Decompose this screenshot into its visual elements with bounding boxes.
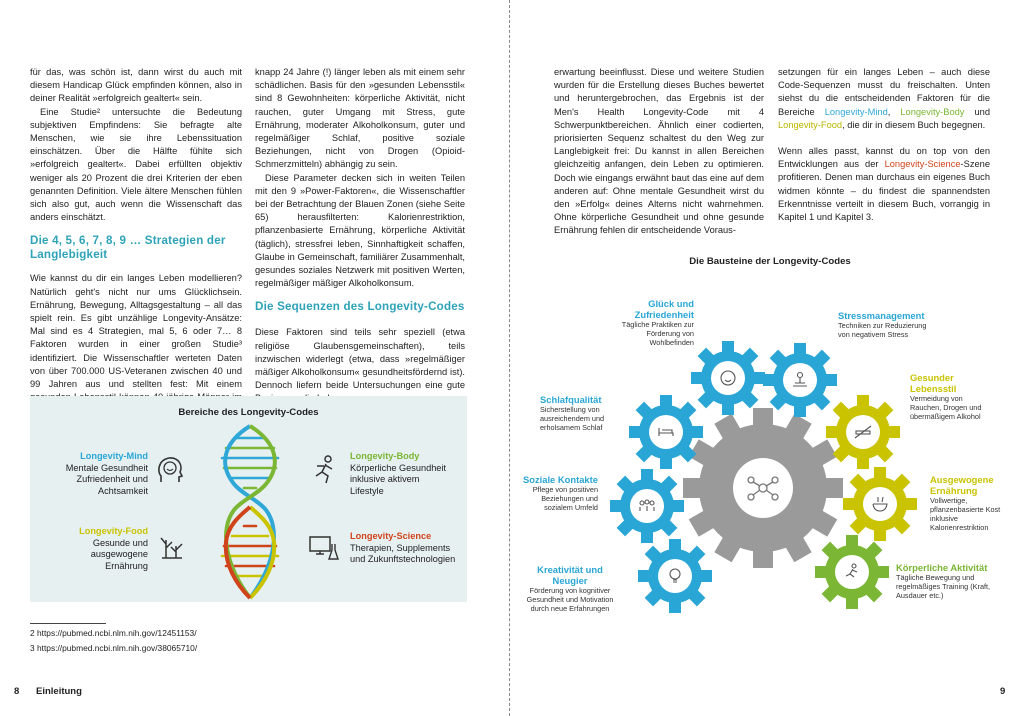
science-title: Longevity-Science bbox=[350, 531, 432, 541]
text-run: und bbox=[964, 106, 990, 117]
left-column-2 bbox=[255, 66, 465, 406]
running-footer-section: Einleitung bbox=[36, 686, 82, 697]
mind-text: Mentale Gesundheit Zufriedenheit und Achtsamkeit bbox=[65, 462, 148, 496]
paragraph: für das, was schön ist, dann wirst du auch mit diesem Handicap Glück empfinden können, also in deiner Realität »erfolgreich gealtert« sein. bbox=[30, 67, 242, 104]
science-text: Therapien, Supplements und Zukunftstechnologien bbox=[350, 542, 456, 565]
label-stress bbox=[838, 310, 938, 339]
paragraph: Diese Faktoren sind teils sehr speziell (etwa religiöse Glaubensgemeinschaften), teils inzwischen widerlegt (etwa, dass »regelmäßiger mäßiger Alkoholkonsum« gesundheitsfördernd ist). Dennoch liefern beide Untersuchungen eine gute bbox=[255, 327, 465, 391]
right-column-2 bbox=[778, 66, 990, 224]
body-title: Longevity-Body bbox=[350, 451, 420, 461]
gear-text: Tägliche Bewegung und regelmäßiges Training (Kraft, Ausdauer etc.) bbox=[896, 573, 991, 600]
text-run: , bbox=[887, 106, 901, 117]
label-nutrition bbox=[930, 474, 1004, 532]
running-person-icon bbox=[310, 454, 340, 486]
gear-text: Tägliche Praktiken zur Förderung von Wohlbefinden bbox=[621, 320, 694, 347]
infobox-title: Bereiche des Longevity-Codes bbox=[178, 407, 319, 418]
gear-title: Schlafqualität bbox=[540, 394, 602, 405]
gear-text: Vollwertige, pflanzenbasierte Kost inklusive Kalorienrestriktion bbox=[930, 496, 1001, 532]
mind-highlight: Longevity-Mind bbox=[824, 106, 888, 117]
gear-title: Gesunder Lebensstil bbox=[910, 372, 957, 394]
food-text: Gesunde und ausgewogene Ernährung bbox=[90, 537, 148, 571]
section-heading: Die 4, 5, 6, 7, 8, 9 … Strategien der Langlebigkeit bbox=[30, 234, 226, 262]
page-fold bbox=[509, 0, 510, 716]
text-run: Wenn alles passt, kannst du on top von den Entwicklungen aus der bbox=[778, 146, 990, 170]
gear-text: Vermeidung von Rauchen, Drogen und übermäßigem Alkohol bbox=[910, 394, 982, 421]
food-title: Longevity-Food bbox=[79, 526, 148, 536]
body-text: Körperliche Gesundheit inklusive aktivem Lifestyle bbox=[350, 462, 447, 496]
gear-title: Stressmanagement bbox=[838, 310, 925, 321]
gear-title: Körperliche Aktivität bbox=[896, 562, 988, 573]
body-highlight: Longevity-Body bbox=[900, 106, 965, 117]
paragraph: Wie kannst du dir ein langes Leben modellieren? Natürlich geht's nicht nur ums Glücklichsein. Ernährung, Bewegung, Alltagsgestaltung – all das spielt rein. Es gibt unzählige Longevity-Ansätze: Mal sind es 4 Strategien, mal 5, 6 oder 7… 8 Faktoren wurden in einer großen Studie³ identifiziert. Die Wissenschaftler werteten Daten von über 700.000 US-Veteranen zwischen 40 und 99 Jahren aus und stellten fest: Mit einem bbox=[30, 273, 242, 390]
left-column-1 bbox=[30, 66, 242, 418]
gear-title: Kreativität und Neugier bbox=[537, 564, 603, 586]
gear-title: Glück und Zufriedenheit bbox=[634, 298, 694, 320]
gear-text: Pflege von positiven Beziehungen und sozialem Umfeld bbox=[532, 485, 598, 512]
footnote: 2 https://pubmed.ncbi.nlm.nih.gov/12451153/ bbox=[30, 628, 197, 638]
food-highlight: Longevity-Food bbox=[778, 119, 843, 130]
footnote-rule bbox=[30, 623, 106, 624]
central-gear-hub bbox=[733, 458, 793, 518]
page-number-left: 8 bbox=[14, 686, 20, 697]
label-creativity bbox=[520, 564, 620, 613]
label-happiness bbox=[604, 298, 694, 347]
diagram-title: Die Bausteine der Longevity-Codes bbox=[689, 256, 851, 267]
gear-title: Ausgewogene Ernährung bbox=[930, 474, 994, 496]
gear-text: Sicherstellung von ausreichendem und erholsamem Schlaf bbox=[540, 405, 605, 432]
text-run: -Szene profitieren. Denen man durchaus ein eigenes Buch widmen könnte – du findest die spannendsten Erkenntnisse verteilt in diesem Buch, vorrangig in Kapitel 1 und Kapitel 3. bbox=[778, 159, 990, 223]
science-highlight: Longevity-Science bbox=[884, 159, 961, 170]
section-heading: Die Sequenzen des Longevity-Codes bbox=[255, 300, 465, 314]
body-area bbox=[350, 451, 450, 497]
longevity-areas-infobox bbox=[30, 396, 467, 602]
head-smile-icon bbox=[155, 454, 185, 486]
text-run: , die dir in diesem Buch begegnen. bbox=[842, 119, 986, 130]
lab-computer-icon bbox=[308, 534, 340, 562]
page-number-right: 9 bbox=[1000, 686, 1006, 697]
paragraph: Eine Studie² untersuchte die Bedeutung subjektiven Empfindens: Sie befragte alte Menschen, wie sie ihre Lebenssituation einschätzen. Über die Hälfte fühlte sich »erfolgreich gealtert«. Dabei erfüllten objektiv weniger als 20 Prozent die drei Kriterien der eben genannten Definition. Viele ältere Menschen fühlen sich also gut, auch wenn die Wissenschaft das anders einschätzt. bbox=[30, 106, 242, 223]
mind-title: Longevity-Mind bbox=[80, 451, 148, 461]
text-run: setzungen für ein langes Leben – auch diese Code-Sequenzen musst du freischalten. Unten siehst du die entscheidenden Faktoren für die Bereiche bbox=[778, 67, 990, 117]
label-sleep bbox=[540, 394, 620, 432]
footnotes bbox=[30, 626, 197, 656]
science-area bbox=[350, 531, 458, 566]
label-activity bbox=[896, 562, 992, 600]
label-social bbox=[518, 474, 598, 512]
label-lifestyle bbox=[910, 372, 992, 421]
gear-text: Techniken zur Reduzierung von negativem Stress bbox=[838, 321, 927, 339]
paragraph bbox=[778, 66, 990, 132]
gear-title: Soziale Kontakte bbox=[522, 474, 598, 485]
paragraph: erwartung beeinflusst. Diese und weitere Studien wurden für die Erstellung dieses Buches bewertet und heruntergebrochen, das Ergebnis ist der Men's Health Longevity-Code mit 4 Schwerpunktbereichen. Ähnlich einer codierten, priorisierten Sequenz schaltest du den Weg zur Langlebigkeit frei: Du kannst in allen Bereichen gleichzeitig anfangen, dein Leben zu optimieren. Doch wie eingangs erwähnt baut das eine auf dem anderen auf: Ohne mentale Gesundheit wirst du den »Erfolg« deines Alterns nicht wahrnehmen. Ohne körperliche Gesundheit und ohne gesunde Ernährung fehlen dir entscheidende Voraus- bbox=[554, 67, 764, 236]
mind-area bbox=[50, 451, 148, 497]
paragraph: knapp 24 Jahre (!) länger leben als mit einem sehr schädlichen. Basis für den »gesunden Lebensstil« sind 8 Gewohnheiten: körperliche Aktivität, nicht rauchen, guter Umgang mit Stress, gute Ernährung, moderater Alkoholkonsum, guter und regelmäßiger Schlaf, positive soziale Beziehungen, nicht von Drogen (Opioid-Schmerzmitteln) abhängig zu sein. bbox=[255, 67, 465, 170]
right-column-1 bbox=[554, 66, 764, 238]
footnote: 3 https://pubmed.ncbi.nlm.nih.gov/38065710/ bbox=[30, 643, 198, 653]
plant-icon bbox=[158, 530, 186, 560]
paragraph bbox=[778, 145, 990, 224]
paragraph: Diese Parameter decken sich in weiten Teilen mit den 9 »Power-Faktoren«, die Wissenschaftler bei der Betrachtung der Blauen Zonen (siehe Seite 65) herausfilterten: Kalorienrestriktion, pflanzenbasierte Ernährung, körperliche Aktivität (täglich), stressfrei leben, Sinnhaftigkeit schaffen, Glaube in Gemeinschaft, familiärer Zusammenhalt, gesundes soziales Netzwerk mit positiven Werten, regelmäßiger mäßiger Alkoholkonsum. bbox=[255, 172, 465, 289]
dna-helix-illustration bbox=[214, 424, 286, 600]
gear-text: Förderung von kognitiver Gesundheit und Motivation durch neue Erfahrungen bbox=[526, 586, 614, 613]
food-area bbox=[50, 526, 148, 572]
